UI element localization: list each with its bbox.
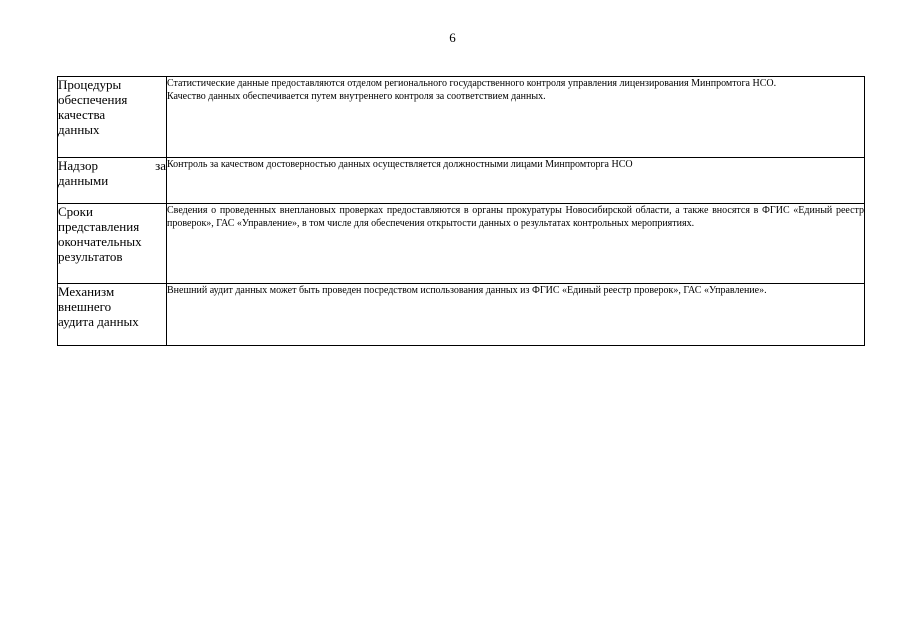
row-label-line: Процедуры: [58, 77, 122, 92]
row-label-line: результатов: [58, 249, 123, 264]
row-label-external-audit: [58, 284, 167, 346]
content-paragraph: Внешний аудит данных может быть проведен посредством использования данных из ФГИС «Единый реестр проверок», ГАС «Управление».: [167, 285, 767, 296]
row-label-quality-procedures: [58, 77, 167, 158]
row-content-data-supervision: [167, 158, 865, 204]
table-row: [58, 204, 865, 284]
page-number: 6: [449, 30, 456, 45]
content-paragraph: Качество данных обеспечивается путем внутреннего контроля за соответствием данных.: [167, 91, 546, 102]
row-label-line: данных: [58, 122, 100, 137]
content-paragraph: Сведения о проведенных внеплановых проверках предоставляются в органы прокуратуры Новосибирской области, а также вносятся в ФГИС «Единый реестр проверок», ГАС «Управление», в том числе для обеспечения открытости данных о результатах контрольных мероприятиях.: [167, 205, 864, 229]
row-label-line: Сроки: [58, 204, 93, 219]
row-label-line: обеспечения: [58, 92, 128, 107]
row-label-line: качества: [58, 107, 106, 122]
row-content-external-audit: [167, 284, 865, 346]
row-content-quality-procedures: [167, 77, 865, 158]
row-label-line: внешнего: [58, 299, 112, 314]
table-row: [58, 77, 865, 158]
row-label-line: данными: [58, 173, 109, 188]
content-paragraph: Статистические данные предоставляются отделом регионального государственного контроля управления лицензирования Минпромтога НСО.: [167, 78, 777, 89]
row-label-line: окончательных: [58, 234, 142, 249]
row-content-final-results-terms: [167, 204, 865, 284]
row-label-line: Надзор за: [58, 158, 166, 173]
table-row: [58, 158, 865, 204]
table-row: [58, 284, 865, 346]
row-label-data-supervision: [58, 158, 167, 204]
passport-table: [57, 76, 865, 346]
row-label-line: представления: [58, 219, 140, 234]
row-label-line: Механизм: [58, 284, 115, 299]
row-label-line: аудита данных: [58, 314, 139, 329]
row-label-final-results-terms: [58, 204, 167, 284]
content-paragraph: Контроль за качеством достоверностью данных осуществляется должностными лицами Минпромторга НСО: [167, 159, 633, 170]
